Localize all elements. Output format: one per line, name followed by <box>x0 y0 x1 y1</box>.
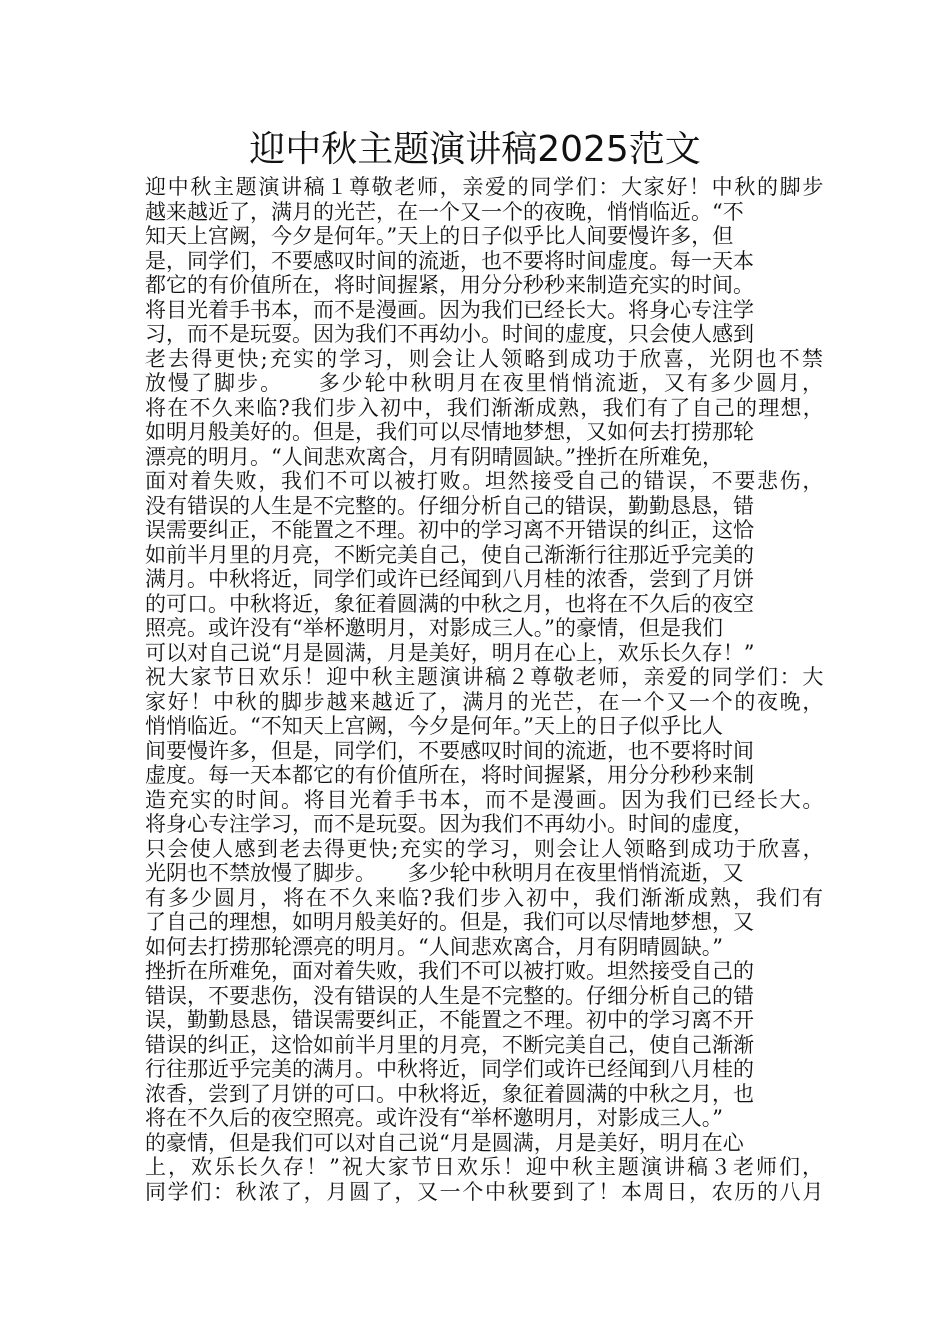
body-text-line: 如明月般美好的。但是，我们可以尽情地梦想，又如何去打捞那轮 <box>145 420 754 444</box>
body-text-line: 的可口。中秋将近，象征着圆满的中秋之月，也将在不久后的夜空 <box>145 591 754 616</box>
body-text-line: 将在不久后的夜空照亮。或许没有“举杯邀明月，对影成三人。” <box>145 1106 723 1130</box>
body-text-line: 知天上宫阙，今夕是何年。”天上的日子似乎比人间要慢许多，但 <box>145 224 734 248</box>
body-text-line: 光阴也不禁放慢了脚步。 多少轮中秋明月在夜里悄悄流逝，又 <box>145 861 744 885</box>
body-text-line: 错误，不要悲伤，没有错误的人生是不完整的。仔细分析自己的错 <box>145 983 754 1008</box>
body-text-line: 挫折在所难免，面对着失败，我们不可以被打败。坦然接受自己的 <box>145 959 754 983</box>
body-text-line: 的豪情，但是我们可以对自己说“月是圆满，月是美好，明月在心 <box>145 1130 744 1155</box>
body-text-line: 没有错误的人生是不完整的。仔细分析自己的错误，勤勤恳恳，错 <box>145 493 754 518</box>
body-text-line: 越来越近了，满月的光芒，在一个又一个的夜晚，悄悄临近。“不 <box>145 199 744 224</box>
body-text-line: 祝大家节日欢乐！迎中秋主题演讲稿２尊敬老师，亲爱的同学们：大 <box>145 665 825 689</box>
body-text-line: 上，欢乐长久存！”祝大家节日欢乐！迎中秋主题演讲稿３老师们， <box>145 1155 825 1179</box>
body-text-line: 误，勤勤恳恳，错误需要纠正，不能置之不理。初中的学习离不开 <box>145 1008 754 1032</box>
body-text-line: 虚度。每一天本都它的有价值所在，将时间握紧，用分分秒秒来制 <box>145 763 754 787</box>
body-text-line: 了自己的理想，如明月般美好的。但是，我们可以尽情地梦想，又 <box>145 910 754 934</box>
body-text-line: 习，而不是玩耍。因为我们不再幼小。时间的虚度，只会使人感到 <box>145 322 754 346</box>
body-text-line: 有多少圆月，将在不久来临?我们步入初中，我们渐渐成熟，我们有 <box>145 885 825 910</box>
body-text-line: 面对着失败，我们不可以被打败。坦然接受自己的错误，不要悲伤， <box>145 469 825 493</box>
body-text-line: 只会使人感到老去得更快;充实的学习，则会让人领略到成功于欣喜， <box>145 836 825 861</box>
body-text-line: 老去得更快;充实的学习，则会让人领略到成功于欣喜，光阴也不禁 <box>145 346 825 371</box>
body-text-line: 照亮。或许没有“举杯邀明月，对影成三人。”的豪情，但是我们 <box>145 616 723 640</box>
body-text-line: 行往那近乎完美的满月。中秋将近，同学们或许已经闻到八月桂的 <box>145 1057 754 1081</box>
body-text-line: 如何去打捞那轮漂亮的明月。“人间悲欢离合，月有阴晴圆缺。” <box>145 934 723 959</box>
body-text-line: 满月。中秋将近，同学们或许已经闻到八月桂的浓香，尝到了月饼 <box>145 567 754 591</box>
body-text-line: 迎中秋主题演讲稿１尊敬老师，亲爱的同学们：大家好！中秋的脚步 <box>145 175 825 199</box>
body-text-line: 同学们：秋浓了，月圆了，又一个中秋要到了！本周日，农历的八月 <box>145 1179 825 1204</box>
body-text-line: 漂亮的明月。“人间悲欢离合，月有阴晴圆缺。”挫折在所难免， <box>145 444 723 469</box>
body-text-line: 都它的有价值所在，将时间握紧，用分分秒秒来制造充实的时间。 <box>145 273 754 297</box>
document-body <box>145 175 825 1204</box>
body-text-line: 浓香，尝到了月饼的可口。中秋将近，象征着圆满的中秋之月，也 <box>145 1081 754 1106</box>
body-text-line: 悄悄临近。“不知天上宫阙，今夕是何年。”天上的日子似乎比人 <box>145 714 723 738</box>
body-text-line: 可以对自己说“月是圆满，月是美好，明月在心上，欢乐长久存！” <box>145 640 755 665</box>
body-text-line: 间要慢许多，但是，同学们，不要感叹时间的流逝，也不要将时间 <box>145 738 754 763</box>
body-text-line: 将目光着手书本，而不是漫画。因为我们已经长大。将身心专注学 <box>145 297 754 322</box>
body-text-line: 误需要纠正，不能置之不理。初中的学习离不开错误的纠正，这恰 <box>145 518 754 542</box>
body-text-line: 造充实的时间。将目光着手书本，而不是漫画。因为我们已经长大。 <box>145 787 825 812</box>
body-text-line: 错误的纠正，这恰如前半月里的月亮，不断完美自己，使自己渐渐 <box>145 1032 754 1057</box>
body-text-line: 将身心专注学习，而不是玩耍。因为我们不再幼小。时间的虚度， <box>145 812 754 836</box>
body-text-line: 如前半月里的月亮，不断完美自己，使自己渐渐行往那近乎完美的 <box>145 542 754 567</box>
body-text-line: 将在不久来临?我们步入初中，我们渐渐成熟，我们有了自己的理想， <box>145 395 825 420</box>
body-text-line: 放慢了脚步。 多少轮中秋明月在夜里悄悄流逝，又有多少圆月， <box>145 371 825 395</box>
body-text-line: 家好！中秋的脚步越来越近了，满月的光芒，在一个又一个的夜晚， <box>145 689 825 714</box>
page-title: 迎中秋主题演讲稿2025范文 <box>249 129 701 170</box>
body-text-line: 是，同学们，不要感叹时间的流逝，也不要将时间虚度。每一天本 <box>145 248 754 273</box>
